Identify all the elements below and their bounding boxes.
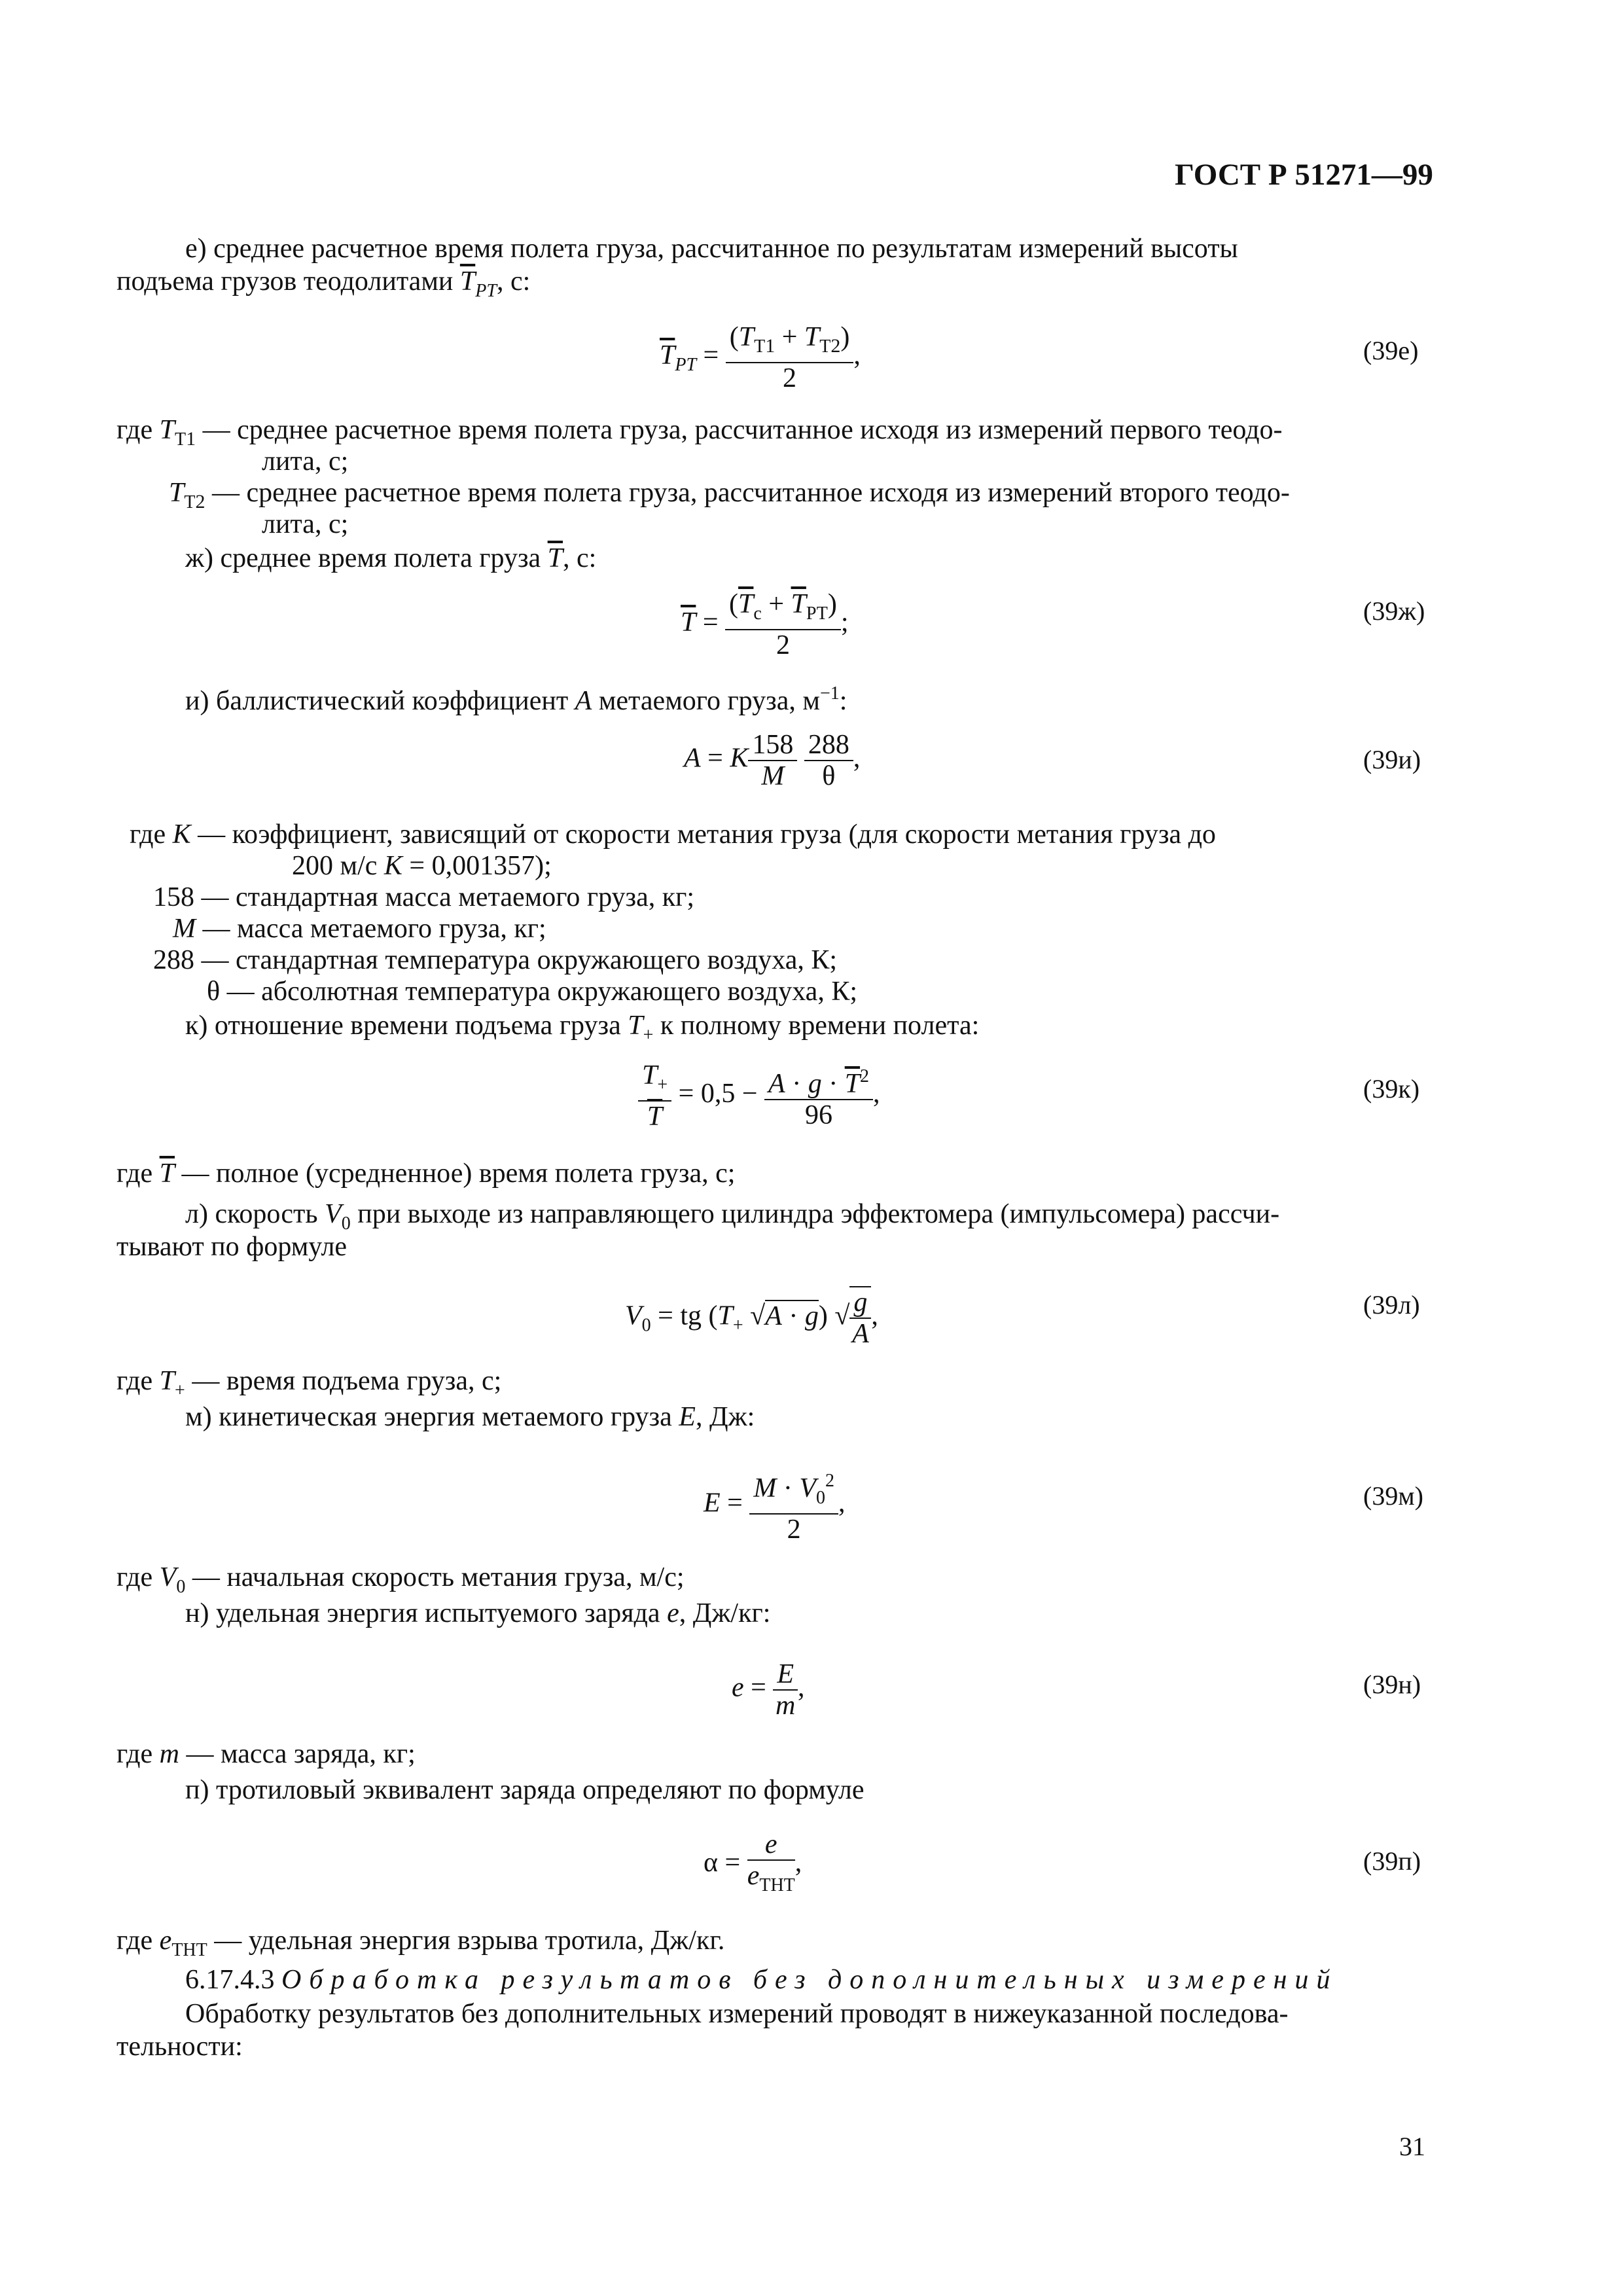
item-i-text-mid: метаемого груза, м — [598, 686, 820, 716]
item-n-text: н) удельная энергия испытуемого заряда — [185, 1598, 660, 1628]
definition-V0: где $V_0$ — начальная скорость метания груза, м/с; — [116, 1562, 685, 1597]
section-title: Обработка результатов без дополнительных измерений — [281, 1965, 1338, 1995]
definition-K-value: = 0,001357); — [409, 851, 552, 881]
definition-T-bar: где $\overline{T}$ — полное (усредненное) время полета груза, с; — [116, 1158, 736, 1189]
where-label: где — [116, 1158, 153, 1189]
where-label: где — [116, 1366, 153, 1396]
where-label: где — [116, 1562, 153, 1592]
item-e-text: подъема грузов теодолитами — [116, 266, 454, 296]
definition-TT1-text: — среднее расчетное время полета груза, рассчитанное исходя из измерений первого теодо- — [202, 415, 1283, 445]
item-e-line2 — [116, 265, 530, 308]
formula-39p: α = $\frac{e}{e_{ТНТ}}$ , — [704, 1829, 802, 1895]
definition-K: где K — коэффициент, зависящий от скорости метания груза (для скорости метания груза до — [130, 819, 1216, 850]
formula-39l: $V_0$ = tg ($T_+$ √A · g) √ $\frac{g}{A}$ , — [625, 1287, 878, 1349]
item-m-text: м) кинетическая энергия метаемого груза — [185, 1402, 672, 1432]
definition-288-text: — стандартная температура окружающего воздуха, К; — [201, 945, 838, 975]
item-l-line2: тывают по формуле — [116, 1232, 348, 1262]
standard-header: ГОСТ Р 51271—99 — [1175, 158, 1433, 192]
definition-eTNT-text: — удельная энергия взрыва тротила, Дж/кг. — [214, 1926, 725, 1956]
paragraph-line2: тельности: — [116, 2032, 243, 2062]
definition-T-plus: где $T_+$ — время подъема груза, с; — [116, 1366, 502, 1401]
page-number: 31 — [1399, 2132, 1425, 2161]
definition-K-text: — коэффициент, зависящий от скорости метания груза (для скорости метания груза до — [198, 819, 1216, 850]
item-k-line: к) отношение времени подъема груза $T_+$ к полному времени полета: — [185, 1011, 980, 1045]
definition-TT1: где $T_{Т1}$ — среднее расчетное время полета груза, рассчитанное исходя из измерений первого теодо- — [116, 415, 1283, 450]
definition-288 — [153, 944, 837, 977]
definition-TT1-cont: лита, с; — [262, 446, 349, 476]
where-label: где — [130, 819, 166, 850]
item-k-text: к) отношение времени подъема груза — [185, 1011, 621, 1041]
definition-M-text: — масса метаемого груза, кг; — [202, 914, 546, 944]
definition-T-plus-text: — время подъема груза, с; — [192, 1366, 502, 1396]
equation-number-39k: (39к) — [1363, 1074, 1420, 1103]
equation-number-39l: (39л) — [1363, 1290, 1420, 1319]
where-label: где — [116, 1926, 153, 1956]
definition-K-cont: 200 м/с K = 0,001357); — [292, 851, 552, 881]
equation-number-39n: (39н) — [1363, 1670, 1421, 1699]
item-e-text-end: , с: — [496, 266, 531, 296]
formula-39e: $\overline{T}_{РТ}$ = $\frac{(T_{Т1} + T_{Т2})}{2}$ , — [660, 322, 861, 393]
item-n-text-end: , Дж/кг: — [679, 1598, 771, 1628]
symbol-Tpt: $\overline{T}_{РТ}$ — [459, 266, 497, 301]
formula-39n: e = $\frac{E}{m}$ , — [732, 1659, 805, 1721]
item-zh-text-end: , с: — [563, 543, 597, 573]
item-l-line1: л) скорость $V_0$ при выходе из направляющего цилиндра эффектомера (импульсомера) рассчи- — [185, 1199, 1280, 1234]
definition-theta: θ — абсолютная температура окружающего воздуха, К; — [207, 977, 857, 1007]
definition-TT2: $T_{Т2}$ — среднее расчетное время полета груза, рассчитанное исходя из измерений второго теодо- — [169, 478, 1290, 512]
formula-39zh: $\overline{T}$ = $\frac{(\overline{T}_с + \overline{T}_{РТ})}{2}$ ; — [681, 589, 849, 660]
definition-TT2-cont: лита, с; — [262, 509, 349, 539]
item-zh-line: ж) среднее время полета груза $\overline{T}$, с: — [185, 543, 597, 573]
item-zh-text: ж) среднее время полета груза — [185, 543, 541, 573]
item-i-text-end: : — [839, 686, 847, 716]
item-e-line1: е) среднее расчетное время полета груза, рассчитанное по результатам измерений высоты — [185, 234, 1238, 264]
item-p-line: п) тротиловый эквивалент заряда определяют по формуле — [185, 1775, 865, 1805]
item-i-line: и) баллистический коэффициент A метаемого груза, $м^{-1}$: — [185, 683, 847, 716]
definition-TT2-text: — среднее расчетное время полета груза, рассчитанное исходя из измерений второго теодо- — [211, 478, 1290, 508]
formula-39i: A = K $\frac{158}{M}$ $\frac{288}{\theta}$ , — [684, 730, 861, 791]
definition-158-text: — стандартная масса метаемого груза, кг; — [201, 882, 695, 912]
equation-number-39p: (39п) — [1363, 1846, 1421, 1876]
where-label: где — [116, 1739, 153, 1769]
definition-theta-text: — абсолютная температура окружающего воздуха, К; — [226, 977, 857, 1007]
item-l-text-b: при выходе из направляющего цилиндра эффектомера (импульсомера) рассчи- — [357, 1199, 1280, 1229]
definition-eTNT: где $e_{ТНТ}$ — удельная энергия взрыва тротила, Дж/кг. — [116, 1926, 725, 1960]
definition-M: M — масса метаемого груза, кг; — [173, 914, 546, 944]
definition-T-bar-text: — полное (усредненное) время полета груза, с; — [181, 1158, 736, 1189]
section-number: 6.17.4.3 — [185, 1965, 275, 1995]
definition-158 — [153, 881, 694, 914]
equation-number-39e: (39е) — [1363, 336, 1419, 365]
item-m-text-end: , Дж: — [695, 1402, 755, 1432]
equation-number-39m: (39м) — [1363, 1481, 1423, 1511]
paragraph-line1: Обработку результатов без дополнительных измерений проводят в нижеуказанной последова- — [185, 1999, 1289, 2029]
definition-m: где m — масса заряда, кг; — [116, 1739, 416, 1769]
definition-288-label: 288 — [153, 945, 194, 975]
item-i-text: и) баллистический коэффициент — [185, 686, 569, 716]
item-m-line: м) кинетическая энергия метаемого груза E, Дж: — [185, 1402, 755, 1432]
item-l-text-a: л) скорость — [185, 1199, 318, 1229]
formula-39k: $\frac{T_+}{T}$ = 0,5 − $\frac{A \cdot g \cdot \overline{T}^2}{96}$ , — [638, 1060, 880, 1132]
definition-V0-text: — начальная скорость метания груза, м/с; — [192, 1562, 685, 1592]
item-n-line: н) удельная энергия испытуемого заряда e, Дж/кг: — [185, 1598, 771, 1628]
item-k-text-end: к полному времени полета: — [660, 1011, 980, 1041]
definition-K-speed: 200 м/с — [292, 851, 378, 881]
definition-m-text: — масса заряда, кг; — [186, 1739, 416, 1769]
formula-39m: E = $\frac{M \cdot V_0^2}{2}$ , — [704, 1466, 846, 1545]
equation-number-39i: (39и) — [1363, 745, 1421, 774]
section-heading — [185, 1964, 1338, 1996]
equation-number-39zh: (39ж) — [1363, 596, 1425, 626]
definition-158-label: 158 — [153, 882, 194, 912]
where-label: где — [116, 415, 153, 445]
